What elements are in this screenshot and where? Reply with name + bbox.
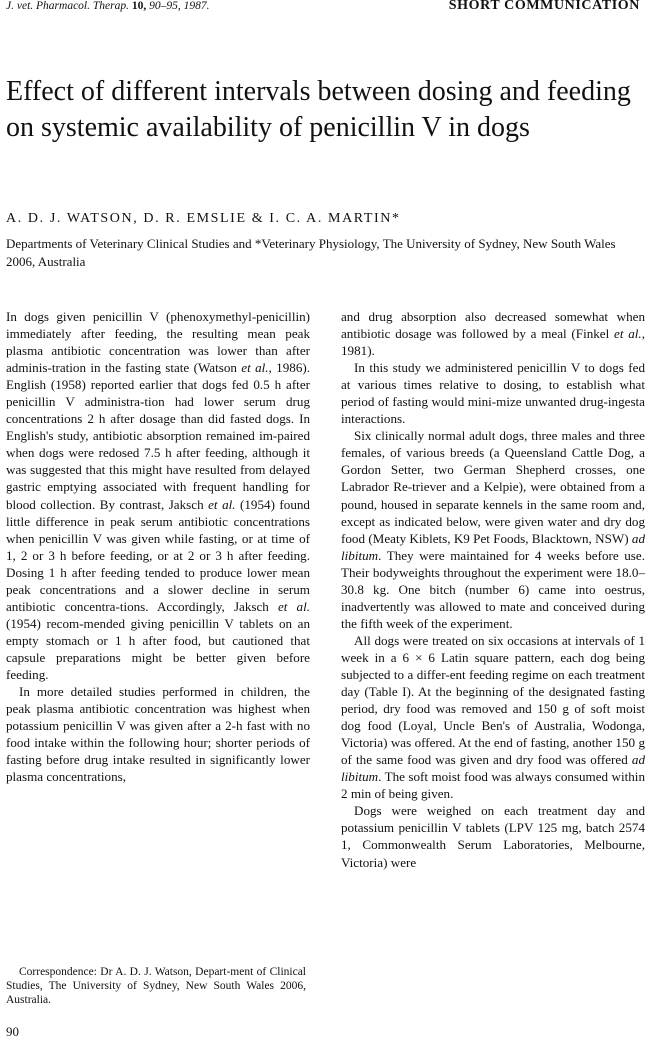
article-title: Effect of different intervals between dosing and feeding on systemic availability of penicillin V in dogs (6, 76, 631, 143)
paragraph (341, 427, 645, 632)
text-run: , 1981). (341, 326, 645, 359)
citation-journal: J. vet. Pharmacol. Therap. (6, 0, 129, 12)
text-run: All dogs were treated on six occasions at intervals of 1 week in a 6 × 6 Latin square pattern, each dog being subjected to a differ-ent feeding regime on each treatment day (Table I). At the beginning of the designated fasting period, dry food was removed and 150 g of soft moist dog food (Loyal, Uncle Ben's of Australia, Wodonga, Victoria) was offered. At the end of fasting, another 150 g of the same food was given and dry food was offered (341, 632, 645, 768)
correspondence-footnote: Correspondence: Dr A. D. J. Watson, Depart-ment of Clinical Studies, The University of Sydney, New South Wales 2006, Australia. (6, 966, 306, 1006)
section-label: SHORT COMMUNICATION (448, 0, 640, 13)
journal-citation (6, 0, 209, 12)
running-head (6, 0, 640, 18)
text-italic: et al. (241, 360, 269, 376)
text-run: Six clinically normal adult dogs, three males and three females, of various breeds (a Queensland Cattle Dog, a Gordon Setter, two German Shepherd crosses, one Labrador Re-triever and a Kelpie), were obtained from a pound, housed in separate kennels in the same room and, except as indicated below, were given water and dry dog food (Meaty Kiblets, K9 Pet Foods, Blacktown, NSW) (341, 428, 645, 546)
text-run: (1954) found little difference in peak serum antibiotic concentrations when penicillin V was given while fasting, or at time of 1, 2 or 3 h before feeding, or at 2 or 3 h after feeding. Dosing 1 h after feeding tended to produce lower mean peak concentrations and a slower decline in serum antibiotic concentra-tions. Accordingly, Jaksch (6, 496, 310, 614)
paragraph (6, 308, 310, 683)
text-run: , 1986). English (1958) reported earlier that dogs fed 0.5 h after penicillin V administra-tion had lower serum drug concentrations 2 h after dosage than did fasted dogs. In English's study, antibiotic absorption remained im-paired when dogs were redosed 7.5 h after feeding, although it was suggested that this might have resulted from delayed gastric emptying associated with frequent handling for blood collection. By contrast, Jaksch (6, 360, 310, 512)
text-run: In dogs given penicillin V (phenoxymethyl-penicillin) immediately after feeding, the resulting mean peak plasma antibiotic concentration was lower than after adminis-tration in the fasting state (Watson (6, 309, 310, 376)
citation-pages: 90–95, 1987. (149, 0, 210, 12)
text-italic: et al. (208, 496, 236, 512)
author-list: A. D. J. WATSON, D. R. EMSLIE & I. C. A. MARTIN* (6, 211, 401, 226)
author-affiliation: Departments of Veterinary Clinical Studies and *Veterinary Physiology, The University of Sydney, New South Wales 2006, Australia (6, 236, 616, 269)
citation-volume: 10, (131, 0, 147, 12)
paragraph: Dogs were weighed on each treatment day and potassium penicillin V tablets (LPV 125 mg, batch 2574 1, Commonwealth Serum Laboratories, Melbourne, Victoria) were (341, 803, 645, 870)
text-italic: et al. (277, 598, 310, 614)
paragraph: In more detailed studies performed in children, the peak plasma antibiotic concentration was highest when potassium penicillin V was given after a 2-h fast with no food intake within the following hour; shorter periods of fasting before drug intake resulted in significantly lower plasma concentrations, (6, 684, 310, 785)
right-column (341, 308, 645, 871)
paragraph (341, 308, 645, 359)
left-column (6, 308, 310, 785)
text-run: and drug absorption also decreased somewhat when antibiotic dosage was followed by a meal (Finkel (341, 309, 645, 342)
text-run: . The soft moist food was always consumed within 2 min of being given. (341, 769, 645, 802)
paragraph (341, 632, 645, 802)
page-number: 90 (6, 1024, 19, 1039)
text-italic: ad libitum (341, 752, 645, 785)
text-italic: et al. (614, 326, 642, 342)
paragraph: In this study we administered penicillin V to dogs fed at various times relative to dosing, to establish what period of fasting would mini-mize unwanted drug-ingesta interactions. (341, 360, 645, 427)
text-run: (1954) recom-mended giving penicillin V tablets on an empty stomach or 1 h after food, but cautioned that capsule preparations might be better given before feeding. (6, 615, 310, 682)
text-italic: ad libitum (341, 530, 645, 563)
text-run: . They were maintained for 4 weeks before use. Their bodyweights throughout the experiment were 18.0–30.8 kg. One bitch (number 6) came into oestrus, inadvertently was allowed to mate and conceived during the fifth week of the experiment. (341, 547, 645, 631)
